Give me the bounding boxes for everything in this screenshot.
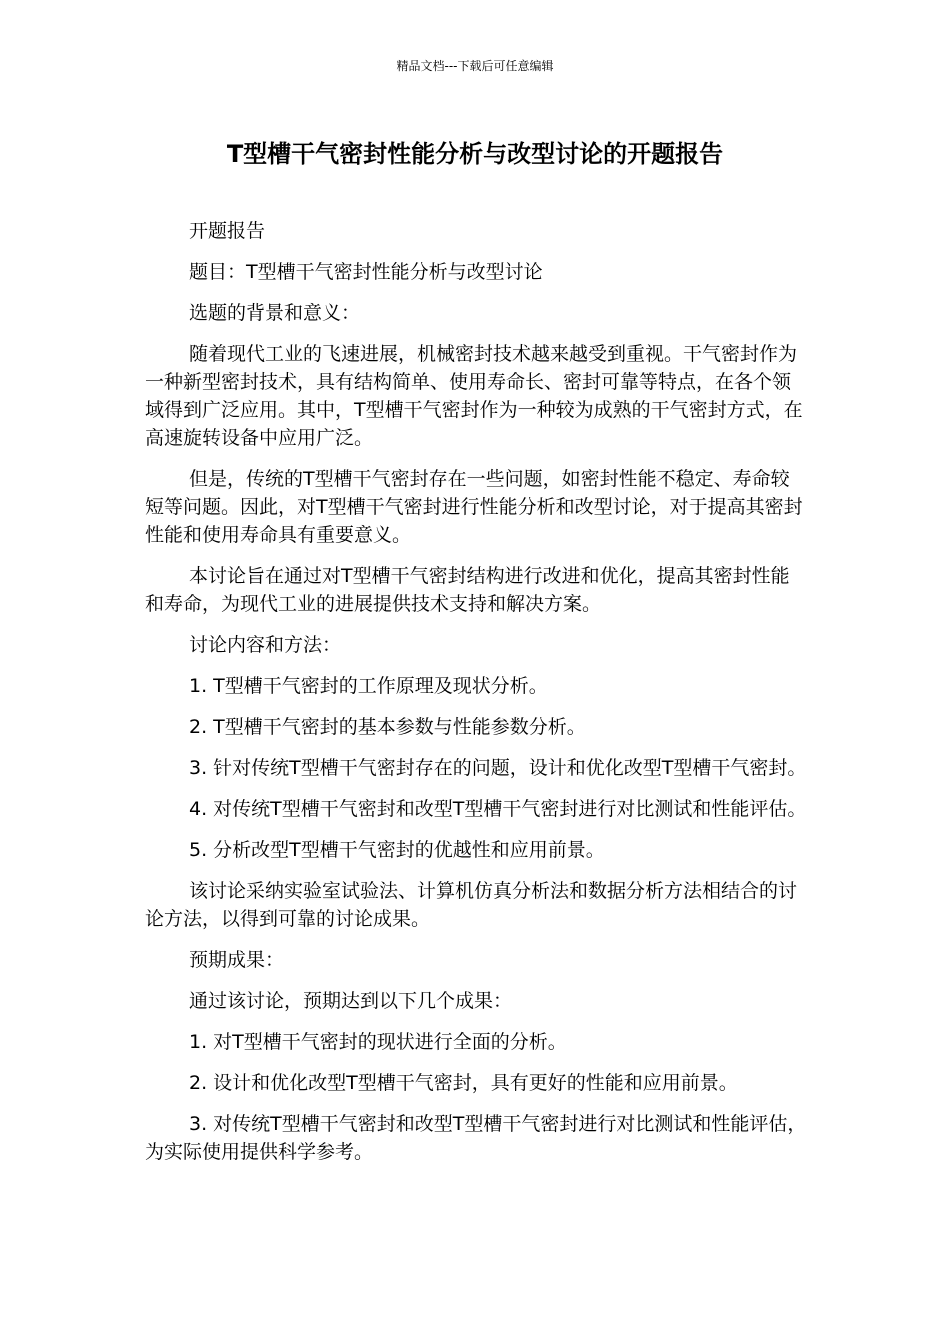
paragraph-content-heading: 讨论内容和方法： bbox=[189, 634, 342, 656]
paragraph-results-intro: 通过该讨论，预期达到以下几个成果： bbox=[189, 990, 513, 1012]
paragraph-background-heading: 选题的背景和意义： bbox=[189, 302, 361, 324]
paragraph-background-1: 随着现代工业的飞速进展，机械密封技术越来越受到重视。干气密封作为一种新型密封技术，具有结构简单、使用寿命长、密封可靠等特点，在各个领域得到广泛应用。其中，T型槽干气密封作为一种较为成熟的干气密封方式，在高速旋转设备中应用广泛。 bbox=[145, 343, 803, 449]
paragraph-content-item-2: 2. T型槽干气密封的基本参数与性能参数分析。 bbox=[189, 716, 586, 738]
paragraph-results-item-1: 1. 对T型槽干气密封的现状进行全面的分析。 bbox=[189, 1031, 567, 1053]
document-title: T型槽干气密封性能分析与改型讨论的开题报告 bbox=[226, 140, 724, 168]
document-body bbox=[145, 217, 807, 1179]
paragraph-background-3: 本讨论旨在通过对T型槽干气密封结构进行改进和优化，提高其密封性能和寿命，为现代工业的进展提供技术支持和解决方案。 bbox=[145, 565, 790, 615]
header-note: 精品文档---下载后可任意编辑 bbox=[396, 59, 554, 73]
paragraph-content-item-3: 3. 针对传统T型槽干气密封存在的问题，设计和优化改型T型槽干气密封。 bbox=[189, 757, 807, 779]
paragraph-method: 该讨论采纳实验室试验法、计算机仿真分析法和数据分析方法相结合的讨论方法，以得到可靠的讨论成果。 bbox=[145, 880, 798, 930]
paragraph-results-heading: 预期成果： bbox=[189, 949, 285, 971]
paragraph-topic: 题目：T型槽干气密封性能分析与改型讨论 bbox=[189, 261, 543, 283]
paragraph-report-label: 开题报告 bbox=[189, 220, 266, 242]
paragraph-content-item-5: 5. 分析改型T型槽干气密封的优越性和应用前景。 bbox=[189, 839, 605, 861]
paragraph-content-item-1: 1. T型槽干气密封的工作原理及现状分析。 bbox=[189, 675, 548, 697]
paragraph-results-item-3: 3. 对传统T型槽干气密封和改型T型槽干气密封进行对比测试和性能评估，为实际使用提供科学参考。 bbox=[145, 1113, 807, 1163]
paragraph-content-item-4: 4. 对传统T型槽干气密封和改型T型槽干气密封进行对比测试和性能评估。 bbox=[189, 798, 807, 820]
paragraph-results-item-2: 2. 设计和优化改型T型槽干气密封，具有更好的性能和应用前景。 bbox=[189, 1072, 738, 1094]
paragraph-background-2: 但是，传统的T型槽干气密封存在一些问题，如密封性能不稳定、寿命较短等问题。因此，对T型槽干气密封进行性能分析和改型讨论，对于提高其密封性能和使用寿命具有重要意义。 bbox=[145, 468, 803, 546]
